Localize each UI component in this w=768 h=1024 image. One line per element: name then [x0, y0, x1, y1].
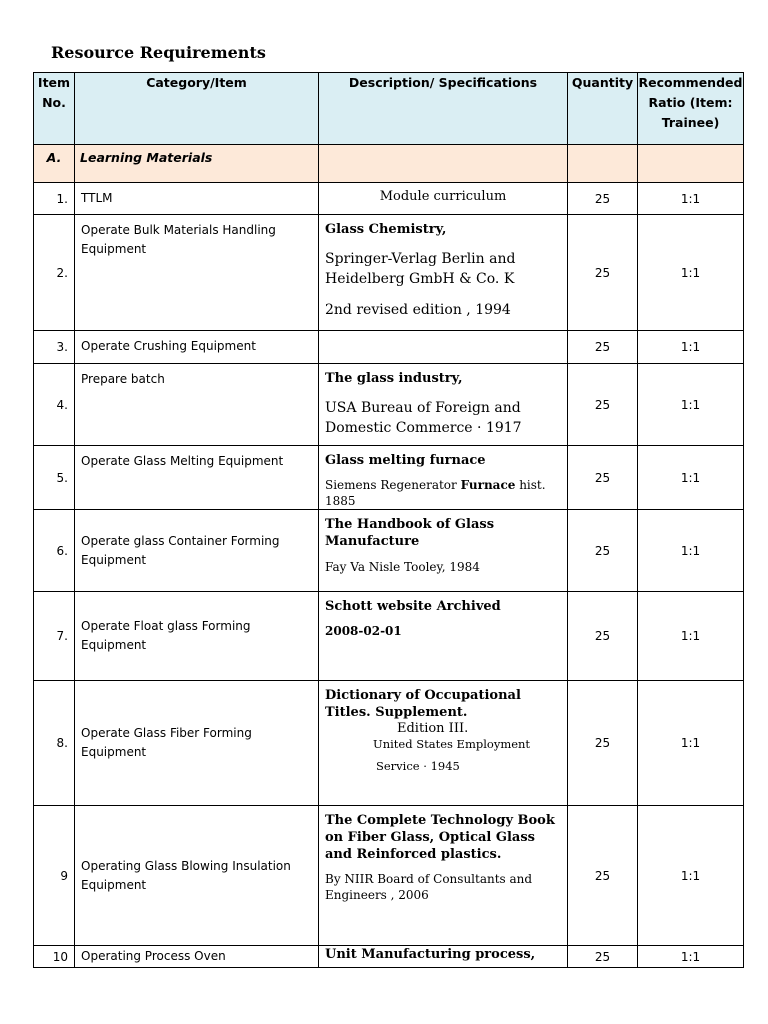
table-row	[34, 592, 744, 681]
quantity-cell: 25	[568, 592, 638, 681]
table-row	[34, 510, 744, 592]
table-row	[34, 681, 744, 806]
table-row	[34, 215, 744, 331]
desc-title: Unit Manufacturing process,	[325, 947, 536, 962]
quantity-cell: 25	[568, 364, 638, 446]
item-no: 3.	[34, 331, 75, 364]
quantity-cell: 25	[568, 215, 638, 331]
desc-date: 2008-02-01	[325, 624, 402, 638]
ratio-cell: 1:1	[638, 183, 744, 215]
ratio-cell: 1:1	[638, 681, 744, 806]
item-no: 6.	[34, 510, 75, 592]
desc-publisher: Springer-Verlag Berlin and Heidelberg GmbH & Co. K	[325, 251, 516, 287]
description-cell	[319, 446, 568, 510]
item-no: 8.	[34, 681, 75, 806]
table-row	[34, 183, 744, 215]
category-cell: TTLM	[75, 183, 319, 215]
category-cell: Operating Glass Blowing Insulation Equipment	[75, 806, 319, 946]
quantity-cell: 25	[568, 806, 638, 946]
category-cell: Prepare batch	[75, 364, 319, 446]
quantity-cell: 25	[568, 510, 638, 592]
header-ratio: Recommended Ratio (Item: Trainee)	[638, 73, 744, 145]
ratio-cell: 1:1	[638, 446, 744, 510]
ratio-cell: 1:1	[638, 215, 744, 331]
section-row	[34, 145, 744, 183]
desc-title: Schott website Archived	[325, 599, 501, 614]
item-no: 2.	[34, 215, 75, 331]
table-row	[34, 446, 744, 510]
desc-title: The Handbook of Glass Manufacture	[325, 517, 495, 549]
item-no: 10	[34, 946, 75, 968]
desc-title: The glass industry,	[325, 371, 463, 386]
description-cell	[319, 510, 568, 592]
header-category: Category/Item	[75, 73, 319, 145]
section-letter: A.	[34, 145, 75, 183]
description-cell	[319, 806, 568, 946]
ratio-cell: 1:1	[638, 806, 744, 946]
header-item-no: Item No.	[34, 73, 75, 145]
category-cell: Operate Float glass Forming Equipment	[75, 592, 319, 681]
desc-author: Fay Va Nisle Tooley, 1984	[325, 560, 480, 574]
desc-publisher: Siemens Regenerator Furnace hist. 1885	[325, 478, 546, 508]
desc-title: Glass Chemistry,	[325, 222, 447, 237]
ratio-cell: 1:1	[638, 946, 744, 968]
desc-author: By NIIR Board of Consultants and Engineers , 2006	[325, 872, 533, 902]
quantity-cell: 25	[568, 946, 638, 968]
category-cell: Operate Glass Melting Equipment	[75, 446, 319, 510]
page-title: Resource Requirements	[51, 43, 266, 62]
ratio-cell: 1:1	[638, 364, 744, 446]
quantity-cell: 25	[568, 331, 638, 364]
header-row	[34, 73, 744, 145]
category-cell: Operate glass Container Forming Equipment	[75, 510, 319, 592]
desc-title: Glass melting furnace	[325, 453, 486, 468]
desc-publisher: USA Bureau of Foreign and Domestic Commerce · 1917	[325, 400, 522, 436]
item-no: 9	[34, 806, 75, 946]
desc-title: Dictionary of Occupational Titles. Supplement.	[325, 688, 521, 720]
desc-line: Module curriculum	[379, 189, 507, 204]
quantity-cell: 25	[568, 681, 638, 806]
desc-publisher-year: Service · 1945	[376, 759, 460, 773]
header-description: Description/ Specifications	[319, 73, 568, 145]
ratio-cell: 1:1	[638, 331, 744, 364]
quantity-cell: 25	[568, 446, 638, 510]
ratio-cell: 1:1	[638, 510, 744, 592]
table-row	[34, 364, 744, 446]
category-cell: Operate Glass Fiber Forming Equipment	[75, 681, 319, 806]
description-cell	[319, 592, 568, 681]
header-quantity: Quantity	[568, 73, 638, 145]
description-cell	[319, 681, 568, 806]
table-row	[34, 946, 744, 968]
section-title: Learning Materials	[75, 145, 319, 183]
desc-edition: 2nd revised edition , 1994	[325, 302, 511, 318]
resource-table	[33, 72, 744, 968]
category-cell: Operate Bulk Materials Handling Equipment	[75, 215, 319, 331]
quantity-cell: 25	[568, 183, 638, 215]
description-cell	[319, 364, 568, 446]
description-cell	[319, 946, 568, 968]
desc-edition: Edition III.	[397, 721, 469, 736]
category-cell: Operate Crushing Equipment	[75, 331, 319, 364]
item-no: 5.	[34, 446, 75, 510]
table-row	[34, 806, 744, 946]
table-row	[34, 331, 744, 364]
description-cell	[319, 183, 568, 215]
category-cell: Operating Process Oven	[75, 946, 319, 968]
desc-title: The Complete Technology Book on Fiber Glass, Optical Glass and Reinforced plastics.	[325, 813, 555, 862]
item-no: 4.	[34, 364, 75, 446]
description-cell	[319, 331, 568, 364]
ratio-cell: 1:1	[638, 592, 744, 681]
item-no: 1.	[34, 183, 75, 215]
item-no: 7.	[34, 592, 75, 681]
description-cell	[319, 215, 568, 331]
desc-publisher: United States Employment	[373, 737, 531, 751]
